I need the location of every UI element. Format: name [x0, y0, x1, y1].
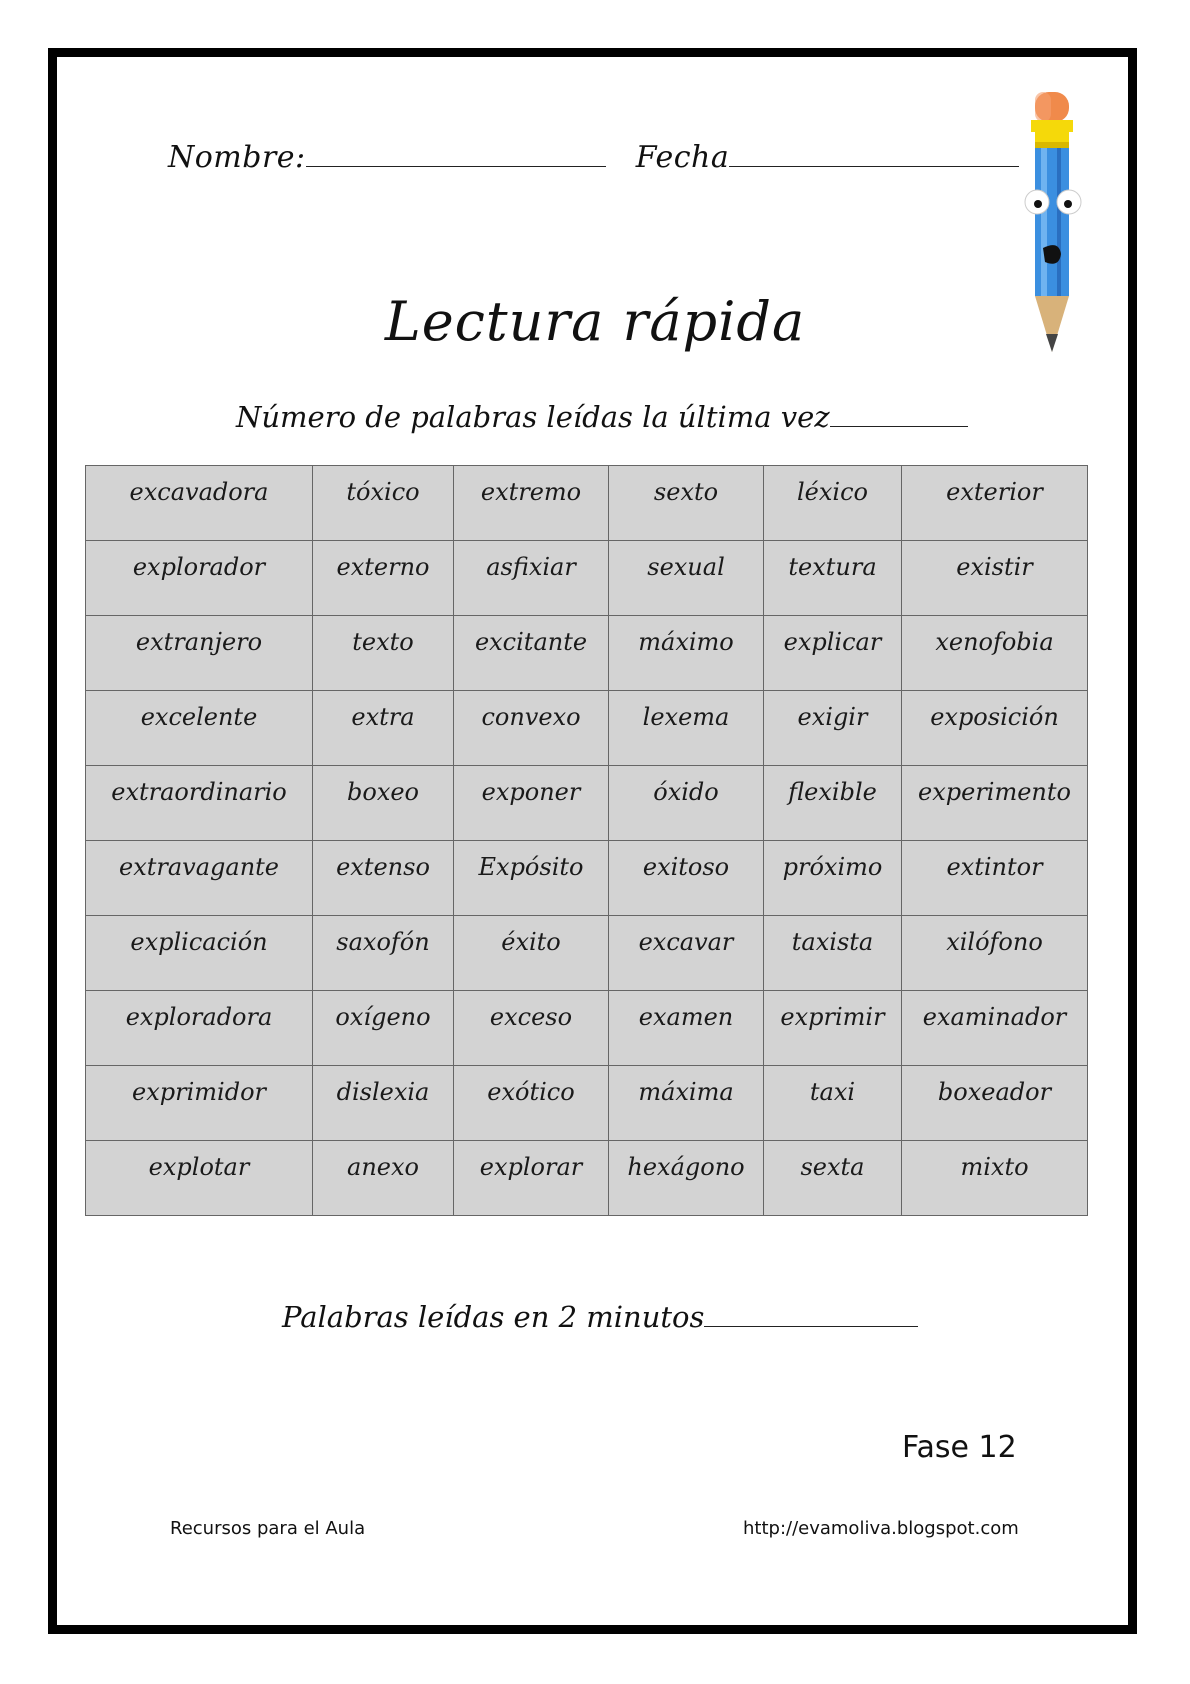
word-cell: extintor — [902, 841, 1088, 916]
words-read-label: Palabras leídas en 2 minutos — [282, 1300, 705, 1334]
date-field[interactable] — [729, 166, 1019, 167]
word-cell: exigir — [764, 691, 902, 766]
table-row — [86, 1141, 1088, 1216]
word-cell: extranjero — [86, 616, 313, 691]
word-cell: textura — [764, 541, 902, 616]
word-cell: externo — [313, 541, 454, 616]
word-table — [85, 465, 1088, 1216]
footer-source: Recursos para el Aula — [170, 1518, 366, 1539]
page-title: Lectura rápida — [384, 290, 806, 353]
word-cell: explorador — [86, 541, 313, 616]
word-cell: explicar — [764, 616, 902, 691]
word-cell: óxido — [609, 766, 764, 841]
word-cell: xenofobia — [902, 616, 1088, 691]
word-cell: taxista — [764, 916, 902, 991]
word-cell: xilófono — [902, 916, 1088, 991]
words-read-row — [282, 1300, 918, 1334]
word-cell: próximo — [764, 841, 902, 916]
table-row — [86, 541, 1088, 616]
word-cell: excitante — [454, 616, 609, 691]
word-cell: exposición — [902, 691, 1088, 766]
word-cell: exprimir — [764, 991, 902, 1066]
word-cell: oxígeno — [313, 991, 454, 1066]
word-cell: exprimidor — [86, 1066, 313, 1141]
previous-count-row — [236, 400, 968, 434]
word-cell: sexta — [764, 1141, 902, 1216]
word-cell: exitoso — [609, 841, 764, 916]
word-cell: excelente — [86, 691, 313, 766]
word-cell: exterior — [902, 466, 1088, 541]
table-row — [86, 616, 1088, 691]
word-cell: mixto — [902, 1141, 1088, 1216]
word-cell: taxi — [764, 1066, 902, 1141]
word-cell: explicación — [86, 916, 313, 991]
word-cell: exceso — [454, 991, 609, 1066]
word-cell: texto — [313, 616, 454, 691]
word-cell: anexo — [313, 1141, 454, 1216]
words-read-field[interactable] — [704, 1326, 918, 1327]
word-cell: léxico — [764, 466, 902, 541]
word-cell: dislexia — [313, 1066, 454, 1141]
phase-label: Fase 12 — [902, 1430, 1017, 1465]
word-cell: máxima — [609, 1066, 764, 1141]
word-cell: convexo — [454, 691, 609, 766]
previous-count-label: Número de palabras leídas la última vez — [236, 400, 830, 434]
word-cell: tóxico — [313, 466, 454, 541]
word-cell: examinador — [902, 991, 1088, 1066]
table-row — [86, 991, 1088, 1066]
word-cell: extravagante — [86, 841, 313, 916]
name-field[interactable] — [306, 166, 606, 167]
word-cell: Expósito — [454, 841, 609, 916]
word-cell: éxito — [454, 916, 609, 991]
word-cell: sexual — [609, 541, 764, 616]
footer-url: http://evamoliva.blogspot.com — [743, 1518, 1019, 1539]
word-cell: existir — [902, 541, 1088, 616]
word-cell: exótico — [454, 1066, 609, 1141]
previous-count-field[interactable] — [830, 426, 968, 427]
word-cell: máximo — [609, 616, 764, 691]
table-row — [86, 1066, 1088, 1141]
word-cell: extremo — [454, 466, 609, 541]
table-row — [86, 466, 1088, 541]
word-cell: sexto — [609, 466, 764, 541]
word-cell: extenso — [313, 841, 454, 916]
word-cell: explorar — [454, 1141, 609, 1216]
word-cell: examen — [609, 991, 764, 1066]
word-cell: excavadora — [86, 466, 313, 541]
word-cell: saxofón — [313, 916, 454, 991]
table-row — [86, 766, 1088, 841]
word-cell: flexible — [764, 766, 902, 841]
word-cell: lexema — [609, 691, 764, 766]
word-cell: excavar — [609, 916, 764, 991]
table-row — [86, 691, 1088, 766]
word-cell: exploradora — [86, 991, 313, 1066]
word-cell: explotar — [86, 1141, 313, 1216]
word-cell: hexágono — [609, 1141, 764, 1216]
word-cell: extra — [313, 691, 454, 766]
word-cell: extraordinario — [86, 766, 313, 841]
table-row — [86, 916, 1088, 991]
header-row — [168, 140, 1019, 175]
word-cell: asfixiar — [454, 541, 609, 616]
word-cell: exponer — [454, 766, 609, 841]
date-label: Fecha — [635, 140, 730, 175]
name-label: Nombre: — [168, 140, 306, 175]
table-row — [86, 841, 1088, 916]
word-cell: boxeador — [902, 1066, 1088, 1141]
word-cell: experimento — [902, 766, 1088, 841]
word-cell: boxeo — [313, 766, 454, 841]
